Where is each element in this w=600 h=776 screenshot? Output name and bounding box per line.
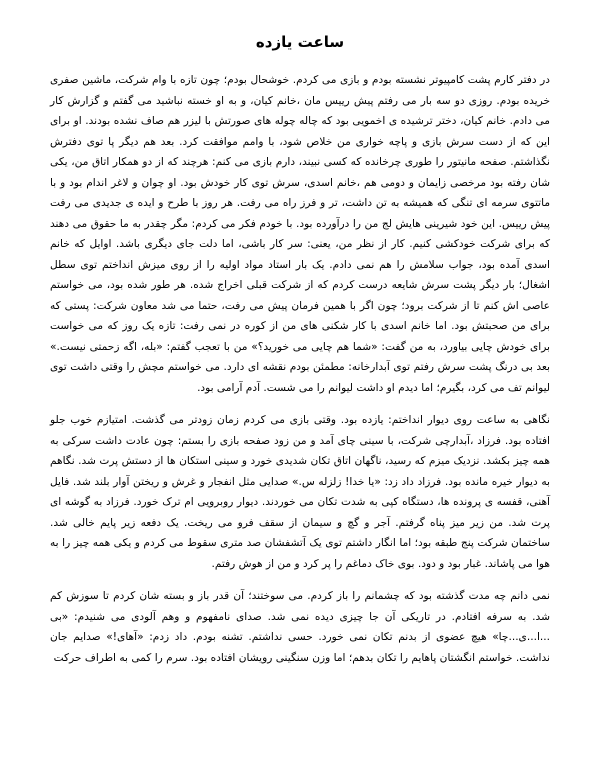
paragraph-3: نمی دانم چه مدت گذشته بود که چشمانم را باز کردم. می سوختند؛ آن قدر باز و بسته شان کردم تا سوزش کم شد. به سرفه افتادم. در تاریکی آن جا چیزی دیده نمی شد. صدای نامفهوم و وهم آلودی می شنیدم: «بی ...ا...ی...چا» هیچ عضوی از بدنم تکان نمی خورد. حسی نداشتم. تشنه بودم. داد زدم: «آهای!» صدایم جان نداشت. خواستم انگشتان پاهایم را تکان بدهم؛ اما وزن سنگینی رویشان افتاده بود. سرم را کمی به اطراف حرکت	[50, 590, 550, 664]
paragraph-1: در دفتر کارم پشت کامپیوتر نشسته بودم و بازی می کردم. خوشحال بودم؛ چون تازه با وام شرکت، ماشین صفری خریده بودم. روزی دو سه بار می رفتم پیش رییس مان ،خانم کیان، و به او خسته نباشید می گفتم و گزارش کار می دادم. خانم کیان، دختر ترشیده ی اخمویی بود که چاله چوله های صورتش با لیزر هم صاف نشده بودند. او برای این که از دست سرش بازی و پاچه خواری من خلاص شود، با وامم موافقت کرد. بعد هم دیگر پا توی دفترش نگذاشتم. صفحه مانیتور را طوری چرخانده که کسی نبیند، دارم بازی می کنم: هرچند که از دو همکار اتاق من، یکی شان رفته بود مرخصی زایمان و دومی هم ،خانم اسدی، سرش توی کار خودش بود. او چوان و لاغر اندام بود و با ماتتوی سرمه ای تنگی که همیشه به تن داشت، تر و فرز راه می رفت. هر روز با طرح و ایده ی جدیدی می رفت پیش رییس. این خود شیرینی هایش لج من را درآورده بود. با خودم فکر می کردم: مگر چقدر به ما حقوق می دهند که برای شرکت خودکشی کنیم. کار از نظر من، یعنی: سر کار باشی، اما دلت جای دیگری باشد. اوایل که خانم اسدی آمده بود، جواب سلامش را هم نمی دادم. یک بار استاد مواد اولیه را از روی میزش انداختم توی سطل اشغال؛ بار دیگر پشت سرش شایعه درست کردم که از شرکت قبلی اخراج شده. هر طور شده بود، می خواستم عاصی اش کنم تا از شرکت برود؛ چون اگر با همین فرمان پیش می رفت، حتما می شد معاون شرکت: پستی که برای من صحبتش بود. اما خانم اسدی با کار شکنی های من از کوره در نمی رفت: تازه یک روز که می خواست برای خودش چایی بیاورد، به من گفت: «شما هم چایی می خورید؟» من با تعجب گفتم: «بله، اگه زحمتی نیست.» بعد بی درنگ پشت سرش رفتم توی آبدارخانه: مطمئن بودم نقشه ای دارد. می خواستم مچش را وقتی داشت توی لیوانم تف می کرد، بگیرم؛ اما دیدم او داشت لیوانم را می شست. آدم آرامی بود.	[50, 74, 550, 394]
page-title: ساعت یازده	[255, 33, 345, 51]
paragraph-2: نگاهی به ساعت روی دیوار انداختم: یازده بود. وقتی بازی می کردم زمان زودتر می گذشت. امتیازم خوب جلو افتاده بود. فرزاد ،آبدارچی شرکت، با سینی چای آمد و من زود صفحه بازی را بستم: چون عادت داشت سرکی به همه چیز بکشد. نزدیک میزم که رسید، ناگهان اتاق تکان شدیدی خورد و سینی استکان ها از دستش پرت شد. نگاهم به دیوار خیره مانده بود. فرزاد داد زد: «یا خدا! زلزله س.» صدایی مثل انفجار و غرش و ریختن آوار بلند شد. فایل آهنی، قفسه ی پرونده ها، دستگاه کپی به شدت تکان می خوردند. دیوار روبرویی ام ترک خورد. فرزاد به گوشه ای پرت شد. من زیر میز پناه گرفتم. آجر و گچ و سیمان از سقف فرو می ریخت. یک دفعه زیر پایم خالی شد. ساختمان شرکت پنج طبقه بود؛ اما انگار داشتم توی یک آتشفشان صد متری سقوط می کردم و یکی همه چیز را به هوا می پاشاند. غبار بود و دود. بوی خاک دماغم را پر کرد و من از هوش رفتم.	[50, 414, 550, 570]
